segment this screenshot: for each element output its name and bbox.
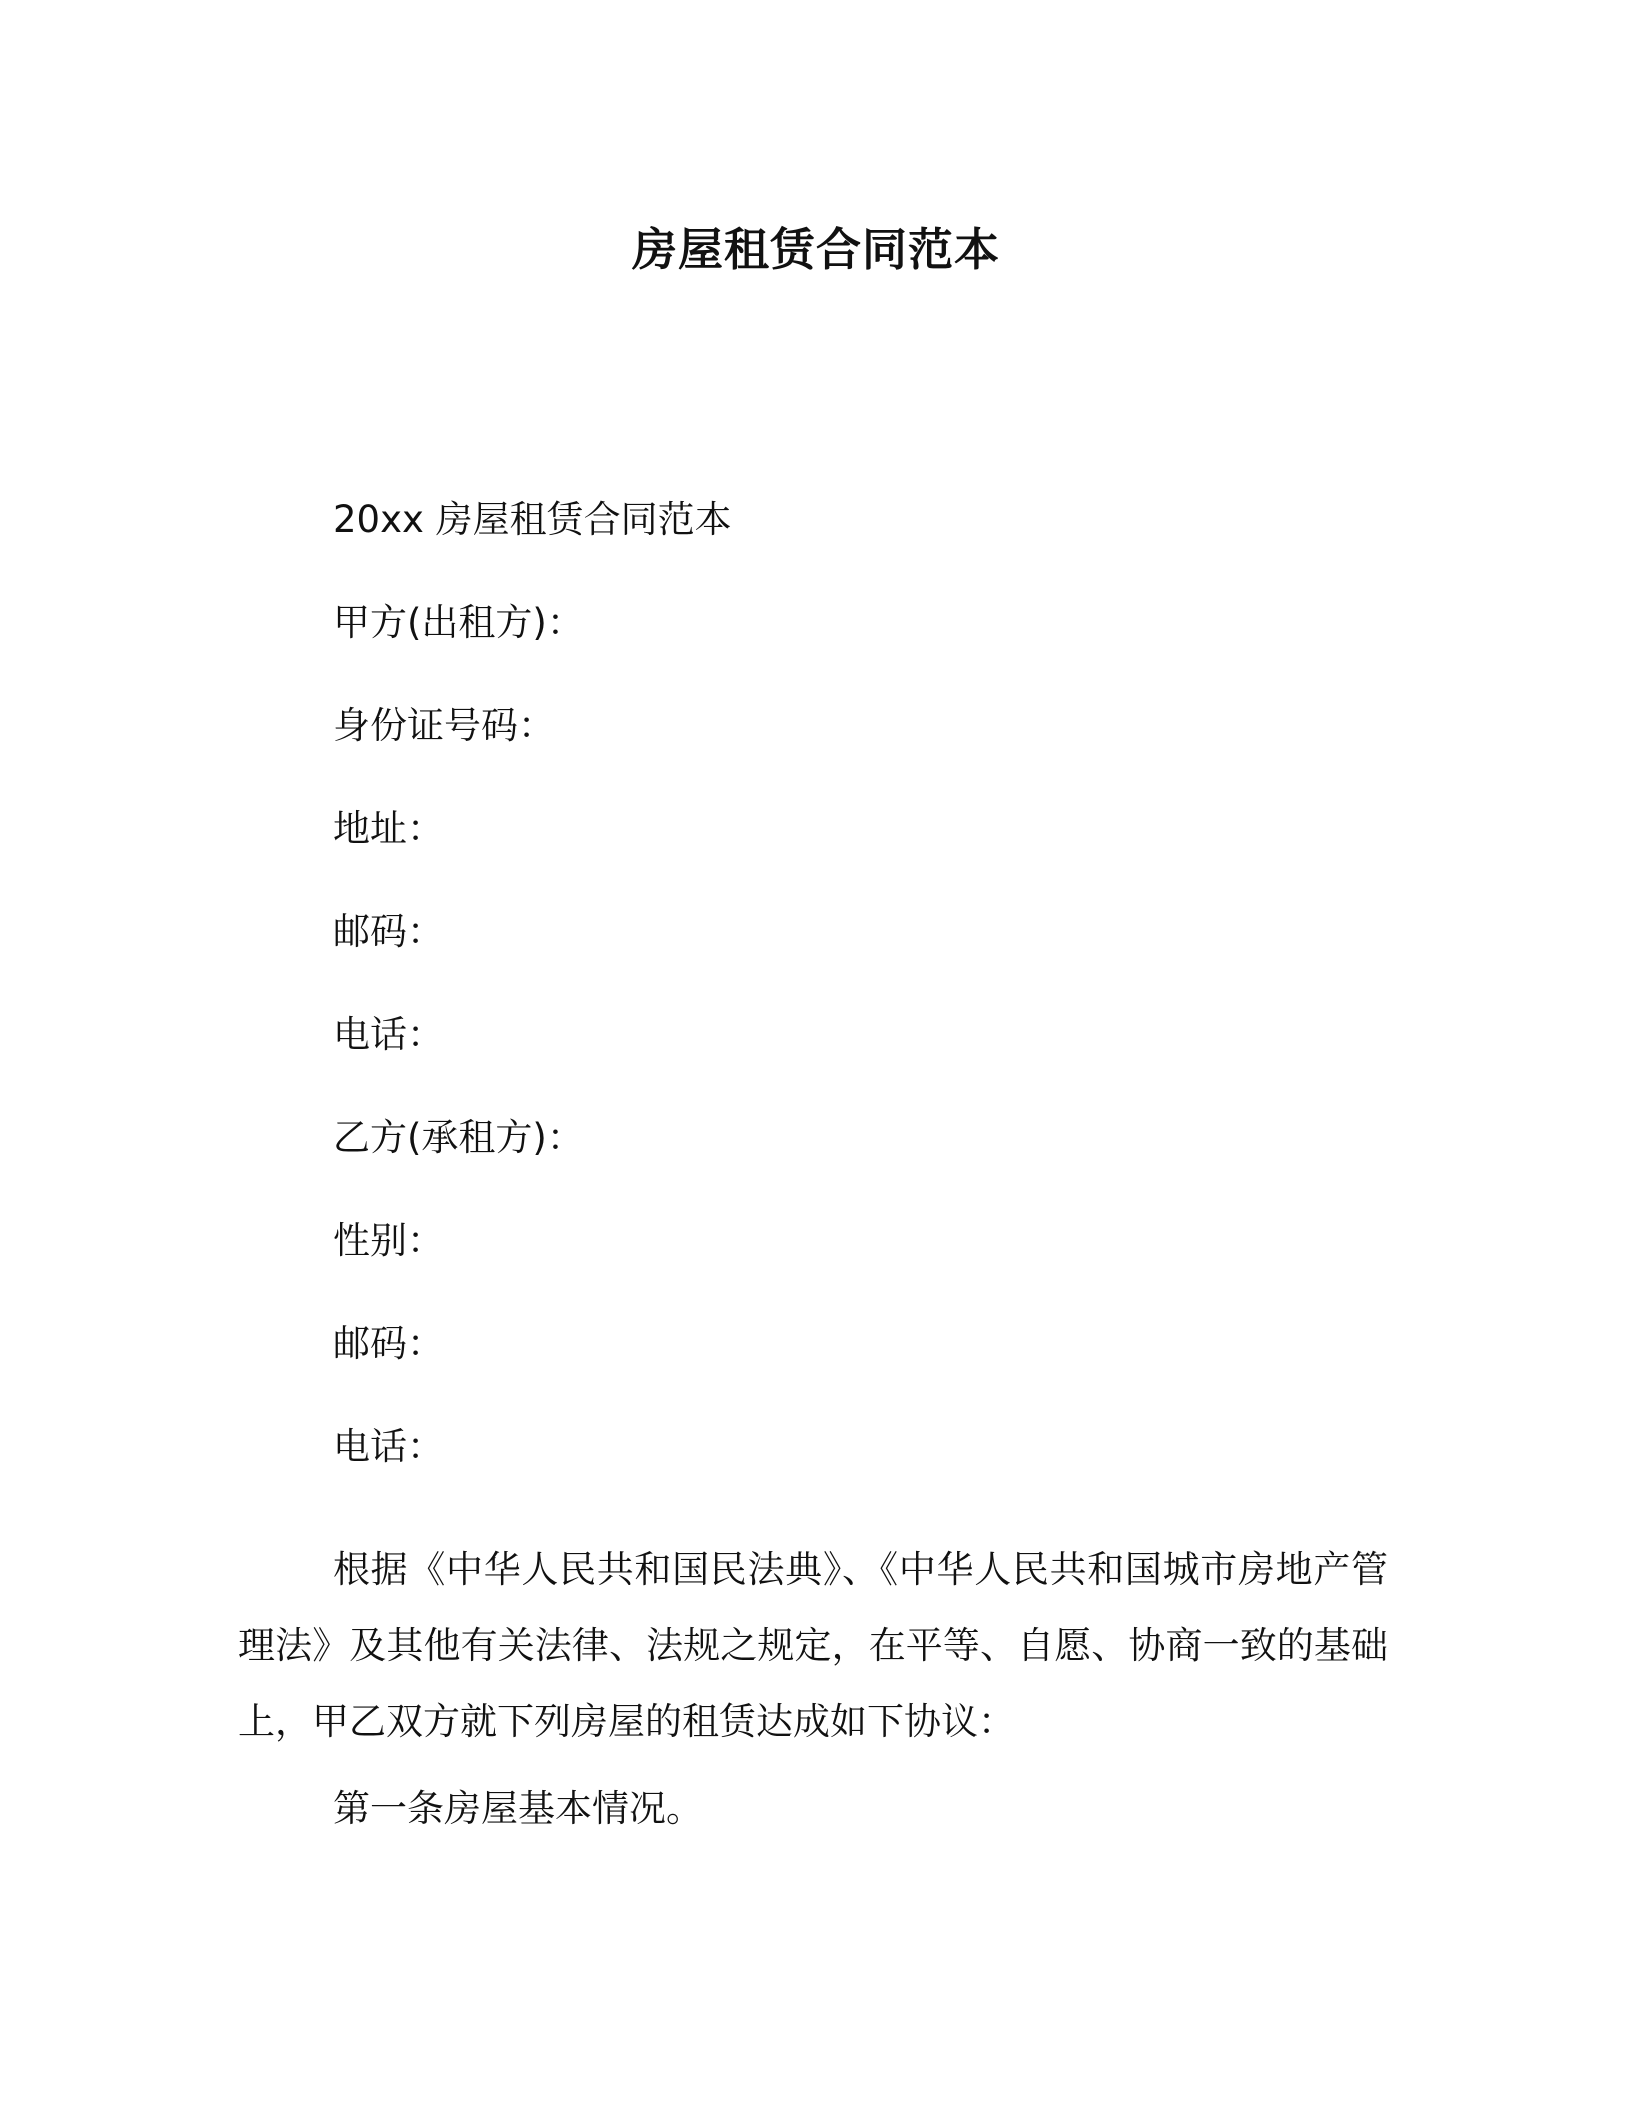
field-lessor: 甲方(出租方)：	[333, 601, 584, 644]
field-lessee-postcode: 邮码：	[333, 1322, 444, 1365]
field-lessor-id-number: 身份证号码：	[333, 704, 555, 747]
document-subtitle: 20xx 房屋租赁合同范本	[333, 498, 732, 541]
preamble-paragraph: 根据《中华人民共和国民法典》、《中华人民共和国城市房地产管理法》及其他有关法律、法规之规定，在平等、自愿、协商一致的基础上，甲乙双方就下列房屋的租赁达成如下协议：	[238, 1548, 1388, 1743]
document-title: 房屋租赁合同范本	[631, 223, 1000, 276]
field-lessor-address: 地址：	[333, 807, 444, 850]
field-lessee-gender: 性别：	[333, 1219, 444, 1262]
field-lessee: 乙方(承租方)：	[333, 1116, 584, 1159]
field-lessor-phone: 电话：	[333, 1013, 444, 1056]
field-lessor-postcode: 邮码：	[333, 910, 444, 953]
article-1-heading: 第一条房屋基本情况。	[333, 1787, 703, 1830]
field-lessee-phone: 电话：	[333, 1425, 444, 1468]
